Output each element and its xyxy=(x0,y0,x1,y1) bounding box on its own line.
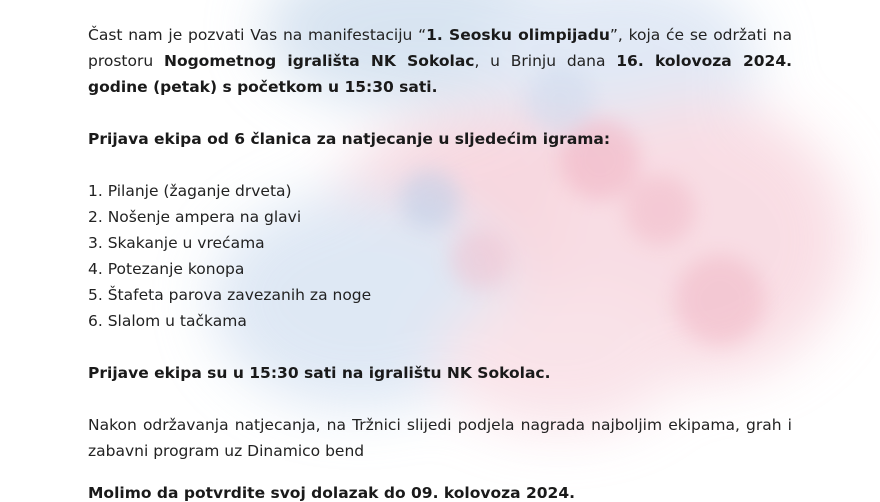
list-item: 2. Nošenje ampera na glavi xyxy=(88,208,302,226)
intro-text-2: ”, koja će se održati na prostoru xyxy=(88,26,792,70)
event-name: 1. Seosku olimpijadu xyxy=(426,26,610,44)
games-list xyxy=(88,178,792,334)
list-item: 6. Slalom u tačkama xyxy=(88,312,247,330)
invitation-letter xyxy=(88,22,792,464)
list-item: 5. Štafeta parova zavezanih za noge xyxy=(88,286,372,304)
intro-text-1: Čast nam je pozvati Vas na manifestaciju “ xyxy=(88,26,427,44)
intro-text-3: , u Brinju dana xyxy=(474,52,617,70)
event-venue: Nogometnog igrališta NK Sokolac xyxy=(163,52,475,70)
event-date: 16. kolovoza 2024. godine (petak) s početkom u 15:30 sati. xyxy=(88,52,792,96)
list-item: 4. Potezanje konopa xyxy=(88,260,245,278)
registration-heading: Prijava ekipa od 6 članica za natjecanje u sljedećim igrama: xyxy=(88,130,611,148)
registration-time: Prijave ekipa su u 15:30 sati na igralištu NK Sokolac. xyxy=(88,364,551,382)
rsvp-note: Molimo da potvrdite svoj dolazak do 09. kolovoza 2024. xyxy=(88,484,576,502)
list-item: 1. Pilanje (žaganje drveta) xyxy=(88,182,292,200)
after-event-paragraph: Nakon održavanja natjecanja, na Tržnici slijedi podjela nagrada najboljim ekipama, grah i zabavni program uz Dinamico bend xyxy=(88,416,792,460)
list-item: 3. Skakanje u vrećama xyxy=(88,234,265,252)
intro-paragraph xyxy=(88,22,792,100)
